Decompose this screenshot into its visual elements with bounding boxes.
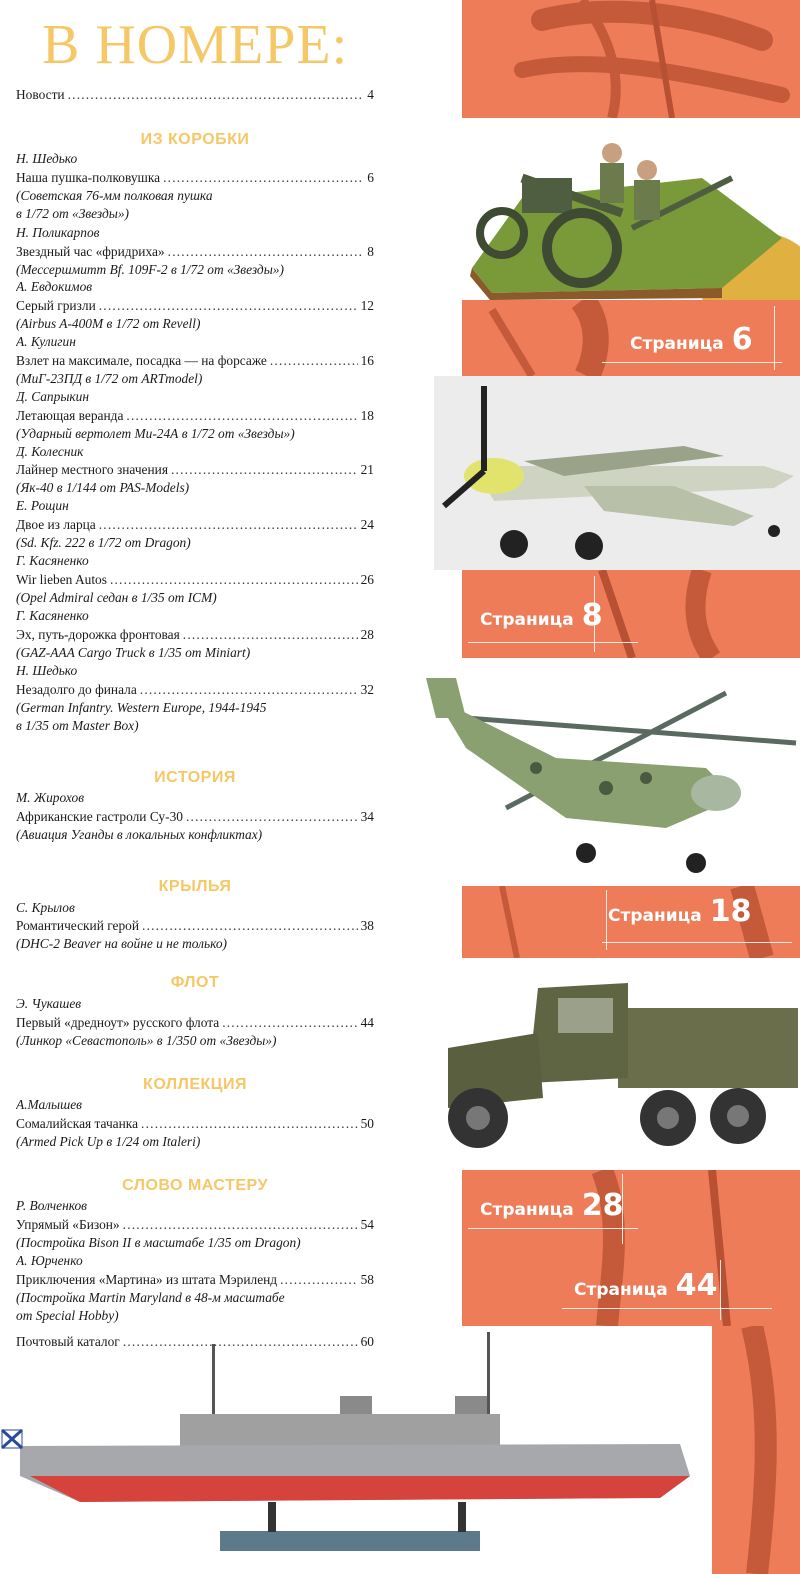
truck-photo	[418, 958, 800, 1170]
page-ref-6: Страница 6	[630, 322, 753, 357]
helicopter-photo	[406, 658, 800, 886]
article-subtitle: (Постройка Martin Maryland в 48-м масштабе	[16, 1290, 285, 1305]
article-author: Э. Чукашев	[16, 996, 82, 1011]
article-author: Е. Рощин	[16, 498, 69, 513]
toc-news[interactable]: Новости ..... 4	[16, 86, 374, 104]
toc-article[interactable]: Романтический герой ..... 38	[16, 917, 374, 935]
article-subtitle: (МиГ-23ПД в 1/72 от ARTmodel)	[16, 371, 203, 386]
page-ref-panel-1	[462, 300, 800, 376]
page-ref-28: Страница 28	[480, 1188, 624, 1223]
article-subtitle: в 1/35 от Master Box)	[16, 718, 139, 733]
article-subtitle: (Як-40 в 1/144 от PAS-Models)	[16, 480, 190, 495]
toc-catalog[interactable]: Почтовый каталог ..... 60	[16, 1333, 374, 1351]
page-title: В НОМЕРЕ:	[42, 14, 349, 76]
article-subtitle: (Sd. Kfz. 222 в 1/72 от Dragon)	[16, 535, 191, 550]
section-heading-fleet: ФЛОТ	[170, 974, 220, 991]
toc-article[interactable]: Wir lieben Autos ..... 26	[16, 571, 374, 589]
toc-article[interactable]: Сомалийская тачанка ..... 50	[16, 1115, 374, 1133]
article-subtitle: (Постройка Bison II в масштабе 1/35 от Dragon)	[16, 1235, 301, 1250]
article-author: А. Кулигин	[16, 334, 76, 349]
article-subtitle: (German Infantry. Western Europe, 1944-1945	[16, 700, 267, 715]
section-heading-collection: КОЛЛЕКЦИЯ	[143, 1076, 247, 1093]
page-ref-44: Страница 44	[574, 1268, 718, 1303]
article-subtitle: (GAZ-AAA Cargo Truck в 1/35 от Miniart)	[16, 645, 251, 660]
toc-article[interactable]: Первый «дредноут» русского флота ..... 44	[16, 1014, 374, 1032]
article-subtitle: (Opel Admiral седан в 1/35 от ICM)	[16, 590, 217, 605]
cannon-photo	[462, 118, 800, 300]
article-author: Н. Шедько	[16, 151, 78, 166]
toc-article[interactable]: Наша пушка-полковушка ..... 6	[16, 169, 374, 187]
article-author: Н. Шедько	[16, 663, 78, 678]
section-heading-history: ИСТОРИЯ	[154, 769, 236, 786]
article-subtitle: (Мессершмитт Bf. 109F-2 в 1/72 от «Звезды»)	[16, 262, 284, 277]
article-author: М. Жирохов	[16, 790, 85, 805]
messerschmitt-photo	[434, 376, 800, 570]
toc-article[interactable]: Приключения «Мартина» из штата Мэриленд ..... 58	[16, 1271, 374, 1289]
toc-article[interactable]: Африканские гастроли Су-30 ..... 34	[16, 808, 374, 826]
article-author: С. Крылов	[16, 900, 75, 915]
article-author: Р. Волченков	[16, 1198, 87, 1213]
section-heading-master: СЛОВО МАСТЕРУ	[122, 1177, 268, 1194]
section-heading-wings: КРЫЛЬЯ	[158, 878, 232, 895]
toc-article[interactable]: Взлет на максимале, посадка — на форсаже ..... 16	[16, 352, 374, 370]
page-ref-panel-3	[462, 886, 800, 958]
header-panel	[462, 0, 800, 118]
article-author: Д. Сапрыкин	[16, 389, 89, 404]
article-author: Г. Касяненко	[16, 553, 89, 568]
page-ref-panel-2	[462, 570, 800, 658]
article-subtitle: от Special Hobby)	[16, 1308, 119, 1323]
article-author: А. Юрченко	[16, 1253, 83, 1268]
toc-article[interactable]: Серый гризли ..... 12	[16, 297, 374, 315]
brush-pattern-icon	[462, 0, 800, 118]
toc-article[interactable]: Незадолго до финала ..... 32	[16, 681, 374, 699]
toc-article[interactable]: Лайнер местного значения ..... 21	[16, 461, 374, 479]
page-ref-panel-4	[462, 1170, 800, 1326]
page-ref-8: Страница 8	[480, 598, 603, 633]
article-subtitle: (Авиация Уганды в локальных конфликтах)	[16, 827, 263, 842]
toc-article[interactable]: Звездный час «фридриха» ..... 8	[16, 243, 374, 261]
article-author: Д. Колесник	[16, 444, 84, 459]
article-author: А.Малышев	[16, 1097, 82, 1112]
toc-article[interactable]: Двое из ларца ..... 24	[16, 516, 374, 534]
article-subtitle: (Ударный вертолет Ми-24А в 1/72 от «Звезды»)	[16, 426, 295, 441]
battleship-photo	[0, 1326, 712, 1574]
article-subtitle: (DHC-2 Beaver на войне и не только)	[16, 936, 227, 951]
article-subtitle: в 1/72 от «Звезды»)	[16, 206, 129, 221]
page-ref-18: Страница 18	[608, 894, 752, 929]
article-subtitle: (Airbus A-400M в 1/72 от Revell)	[16, 316, 201, 331]
article-author: Г. Касяненко	[16, 608, 89, 623]
toc-article[interactable]: Упрямый «Бизон» ..... 54	[16, 1216, 374, 1234]
article-subtitle: (Линкор «Севастополь» в 1/350 от «Звезды»)	[16, 1033, 277, 1048]
bottom-right-panel	[712, 1326, 800, 1574]
toc-article[interactable]: Эх, путь-дорожка фронтовая ..... 28	[16, 626, 374, 644]
article-author: Н. Поликарпов	[16, 225, 100, 240]
article-author: А. Евдокимов	[16, 279, 93, 294]
article-subtitle: (Советская 76-мм полковая пушка	[16, 188, 213, 203]
toc-article[interactable]: Летающая веранда ..... 18	[16, 407, 374, 425]
article-subtitle: (Armed Pick Up в 1/24 от Italeri)	[16, 1134, 201, 1149]
section-heading-box: ИЗ КОРОБКИ	[140, 131, 250, 148]
